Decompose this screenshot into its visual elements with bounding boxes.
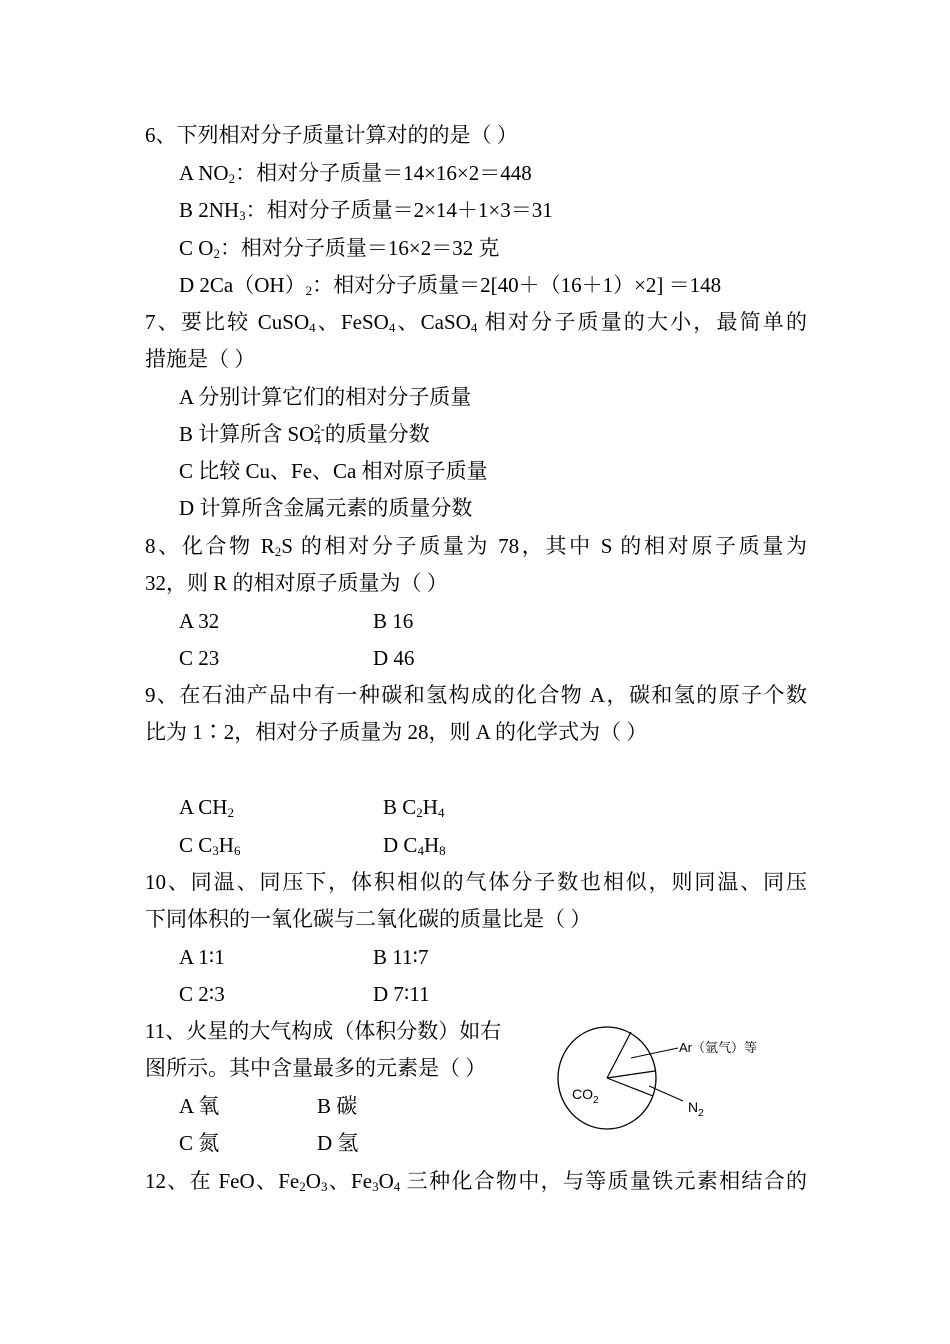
q6-option-d: D $2Ca(OH)_2$：相对分子质量＝2[40＋（16＋1）×2] ＝148 xyxy=(179,273,722,298)
q8-option-b: B 16 xyxy=(373,609,414,633)
q9-stem-line2: 比为 1∶2，相对分子质量为 28，则 A 的化学式为（ ） xyxy=(145,720,648,744)
q7-option-d: D 计算所含金属元素的质量分数 xyxy=(179,496,473,520)
ar-label: Ar（氩气）等 xyxy=(679,1040,758,1055)
q12-stem-line1: 12、在 FeO、$Fe_2O_3$、$Fe_3O_4$ 三种化合物中，与等质量铁元素相结合的 xyxy=(145,1169,808,1194)
q11-option-a: A 氧 xyxy=(179,1094,220,1118)
q8-stem-line2: 32，则 R 的相对原子质量为（ ） xyxy=(145,571,448,595)
q9-option-a: A $CH_2$ xyxy=(179,795,234,820)
leader-line-ar xyxy=(631,1048,678,1058)
q7-option-c: C 比较 Cu、Fe、Ca 相对原子质量 xyxy=(179,459,488,483)
q10-stem-line2: 下同体积的一氧化碳与二氧化碳的质量比是（ ） xyxy=(145,907,592,931)
q8-option-a: A 32 xyxy=(179,609,220,633)
q6-option-b: B $2NH_3$：相对分子质量＝2×14＋1×3＝31 xyxy=(179,198,553,223)
q10-option-b: B 11∶7 xyxy=(373,945,429,969)
q7-option-b: B 计算所含 $SO_4^{2-}$的质量分数 xyxy=(179,421,430,447)
q7-option-a: A 分别计算它们的相对分子质量 xyxy=(179,385,472,409)
q11-option-b: B 碳 xyxy=(317,1094,358,1118)
q10-option-c: C 2∶3 xyxy=(179,982,225,1006)
q11-option-d: D 氢 xyxy=(317,1131,359,1155)
n2-label: $N_2$ xyxy=(688,1099,704,1119)
q10-stem-line1: 10、同温、同压下，体积相似的气体分子数也相似，则同温、同压 xyxy=(145,870,807,894)
q6-option-a: A $NO_2$：相对分子质量＝14×16×2＝448 xyxy=(179,161,532,186)
q10-option-a: A 1∶1 xyxy=(179,945,225,969)
q8-option-d: D 46 xyxy=(373,646,415,670)
q9-stem-line1: 9、在石油产品中有一种碳和氢构成的化合物 A，碳和氢的原子个数 xyxy=(145,683,807,707)
q11-stem-line1: 11、火星的大气构成（体积分数）如右 xyxy=(145,1019,502,1043)
q6-option-c: C $O_2$：相对分子质量＝16×2＝32 克 xyxy=(179,236,500,261)
q8-option-c: C 23 xyxy=(179,646,220,670)
pie-divider-n2 xyxy=(607,1078,653,1096)
pie-divider-ar-n2 xyxy=(607,1071,655,1078)
q9-option-c: C $C_3H_6$ xyxy=(179,833,241,858)
q8-stem-line1: 8、化合物 $R_2S$ 的相对分子质量为 78，其中 S 的相对原子质量为 xyxy=(145,534,807,559)
co2-label: $CO_2$ xyxy=(572,1086,599,1106)
q7-stem-line2: 措施是（ ） xyxy=(145,347,256,371)
q10-option-d: D 7∶11 xyxy=(373,982,430,1006)
q9-option-d: D $C_4H_8$ xyxy=(383,833,446,858)
q6-stem: 6、下列相对分子质量计算对的的是（ ） xyxy=(145,123,518,147)
pie-divider-ar xyxy=(607,1032,631,1078)
q11-stem-line2: 图所示。其中含量最多的元素是（ ） xyxy=(145,1056,487,1080)
q9-option-b: B $C_2H_4$ xyxy=(383,795,445,820)
q11-option-c: C 氮 xyxy=(179,1131,220,1155)
mars-atmosphere-pie-chart xyxy=(556,1020,796,1140)
q7-stem-line1: 7、要比较 CuSO$_4$、FeSO$_4$、CaSO$_4$ 相对分子质量的大小，最简单的 xyxy=(145,310,807,335)
